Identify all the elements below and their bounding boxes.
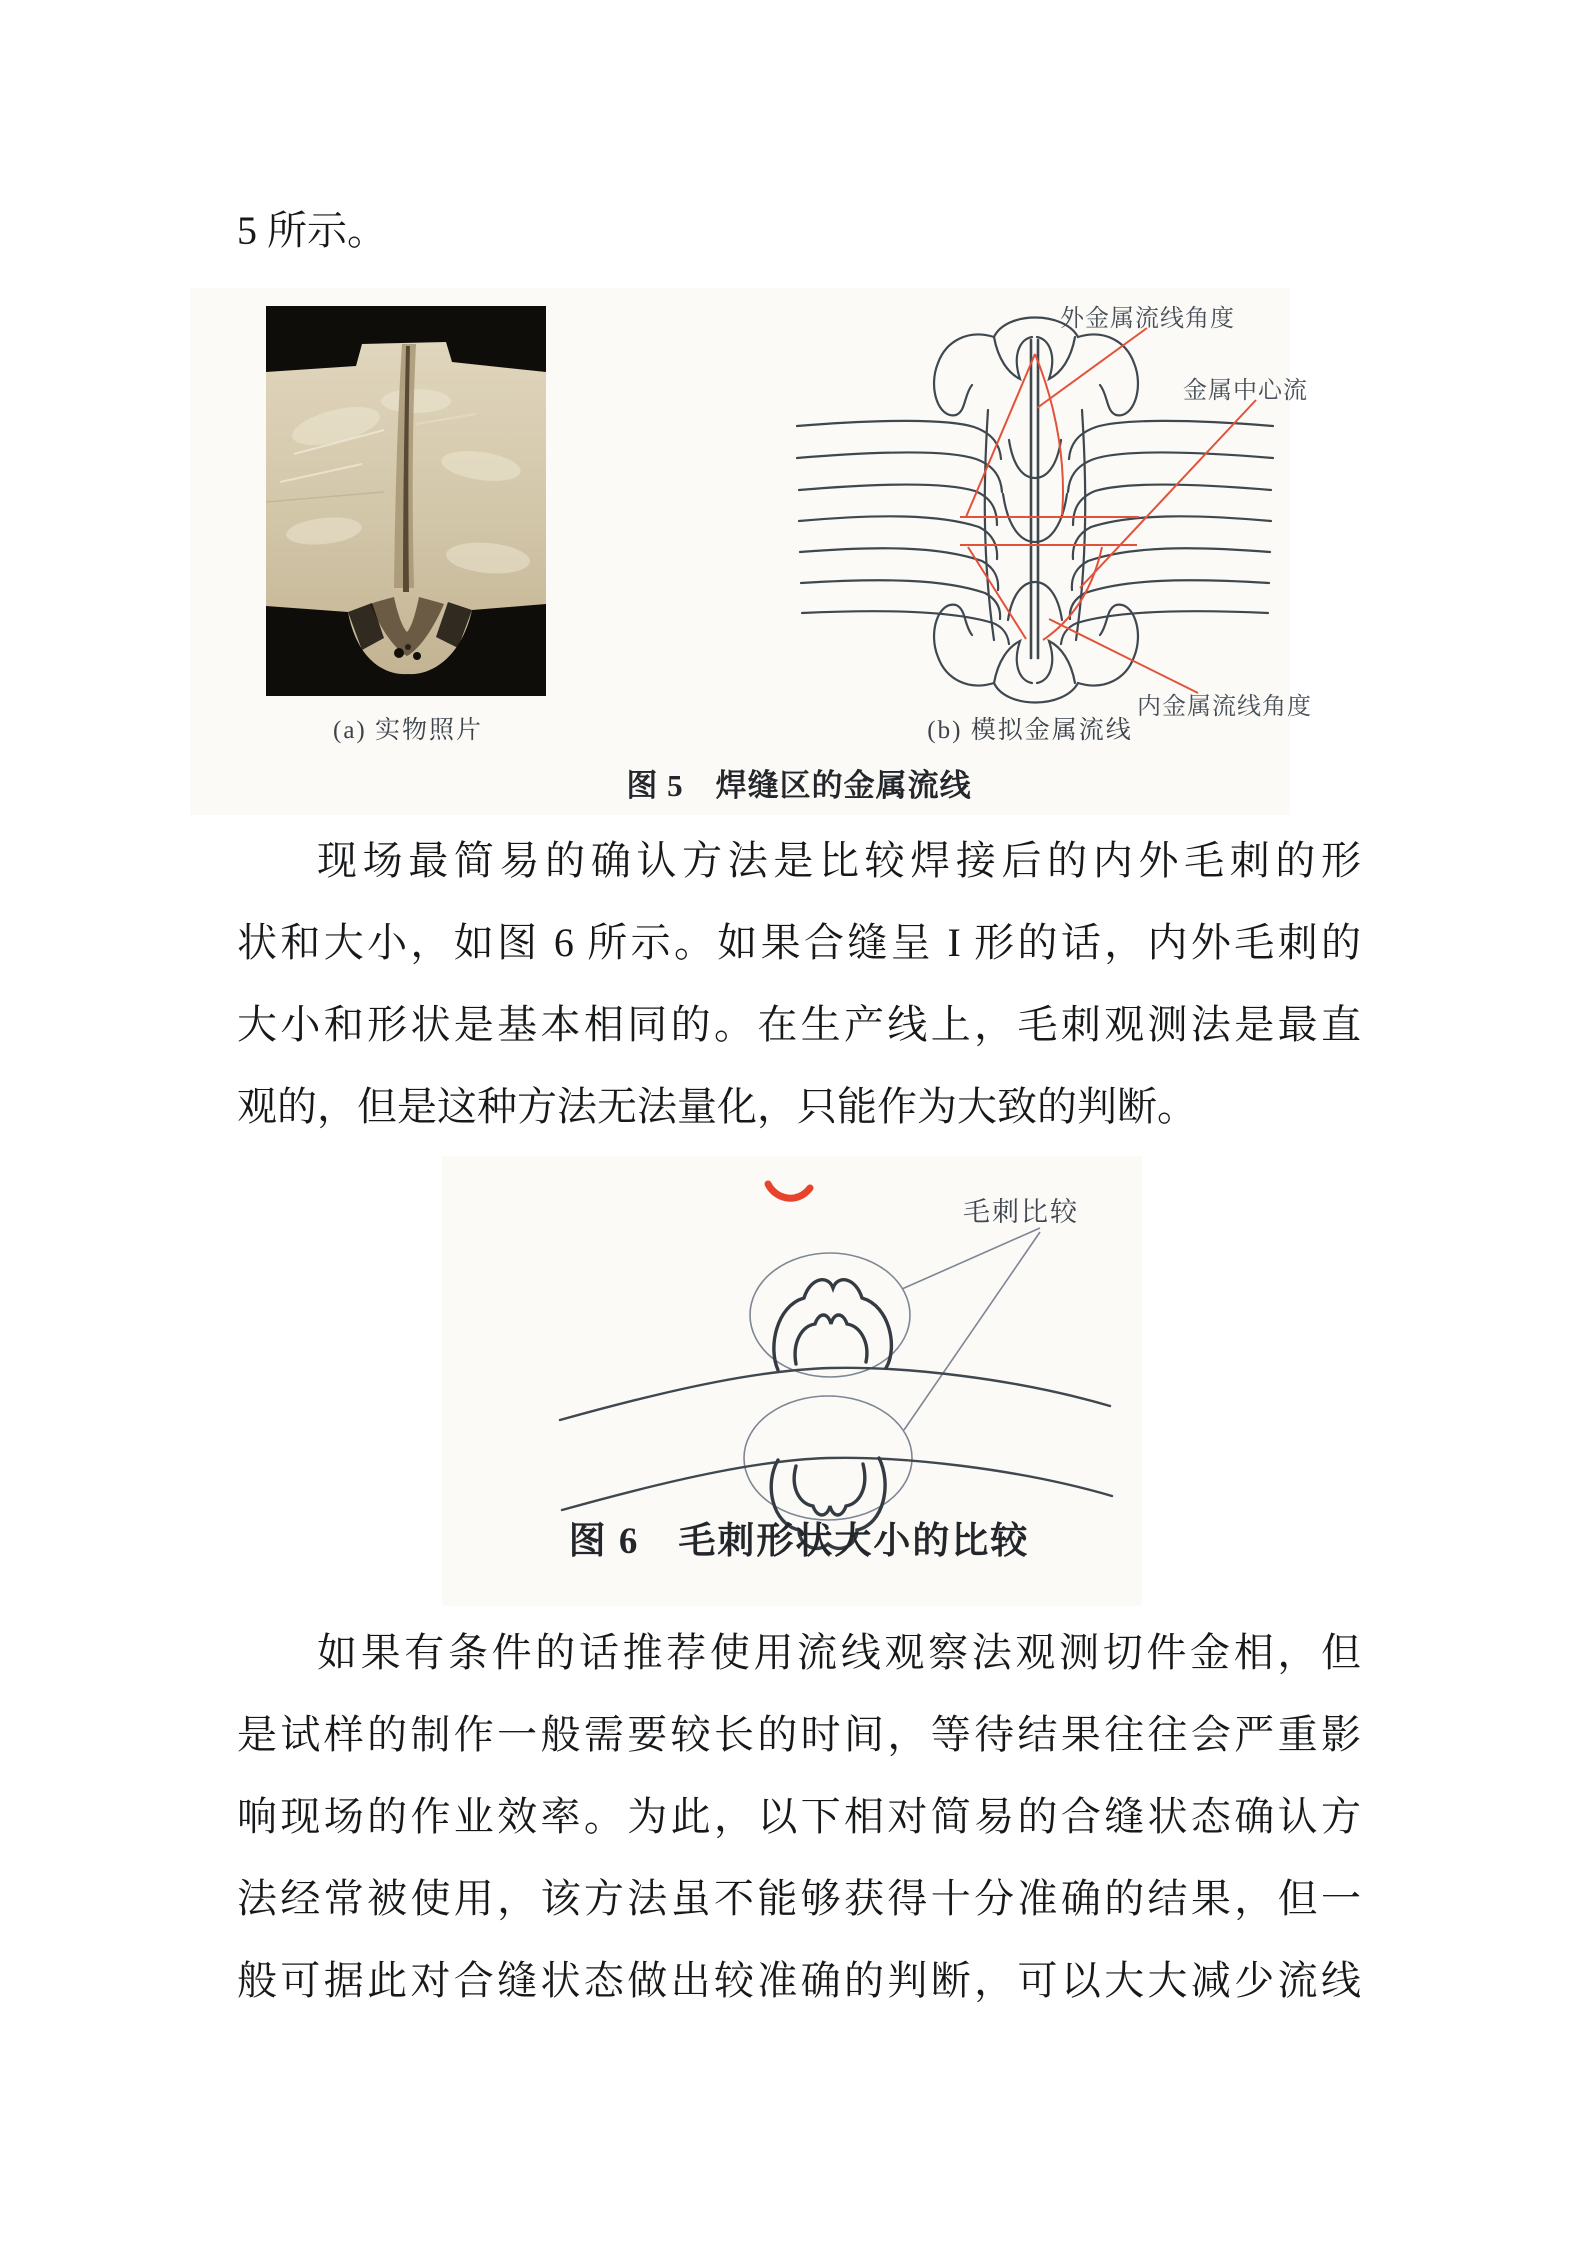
text-line: 大小和形状是基本相同的。在生产线上，毛刺观测法是最直	[237, 1002, 1361, 1047]
figure6-caption: 图 6 毛刺形状大小的比较	[568, 1521, 1030, 1562]
text-line: 观的，但是这种方法无法量化，只能作为大致的判断。	[237, 1084, 1197, 1129]
intro-text: 5 所示。	[237, 208, 387, 253]
figure5-caption: 图 5 焊缝区的金属流线	[626, 768, 972, 803]
flow-line-diagram	[787, 288, 1292, 718]
text-line: 响现场的作业效率。为此，以下相对简易的合缝状态确认方	[237, 1794, 1361, 1839]
paragraph-1	[237, 820, 1361, 1148]
text-line: 如果有条件的话推荐使用流线观察法观测切件金相，但	[317, 1630, 1361, 1675]
red-check-mark	[768, 1184, 810, 1198]
text-line: 是试样的制作一般需要较长的时间，等待结果往往会严重影	[237, 1712, 1361, 1757]
text-line: 般可据此对合缝状态做出较准确的判断，可以大大减少流线	[237, 1958, 1361, 2003]
figure5-sublabel-b: (b) 模拟金属流线	[927, 717, 1133, 744]
weld-macro-photo	[266, 306, 546, 696]
text-line: 状和大小，如图 6 所示。如果合缝呈 I 形的话，内外毛刺的	[237, 920, 1361, 965]
label-burr-comparison: 毛刺比较	[963, 1197, 1079, 1227]
paragraph-2	[237, 1612, 1361, 2022]
label-metal-center-flow: 金属中心流	[1183, 378, 1308, 404]
label-outer-flow-angle: 外金属流线角度	[1060, 306, 1235, 332]
label-inner-flow-angle: 内金属流线角度	[1137, 694, 1312, 720]
text-line: 法经常被使用，该方法虽不能够获得十分准确的结果，但一	[237, 1876, 1361, 1921]
figure5-sublabel-a: (a) 实物照片	[333, 717, 483, 744]
text-line: 现场最简易的确认方法是比较焊接后的内外毛刺的形	[317, 838, 1361, 883]
